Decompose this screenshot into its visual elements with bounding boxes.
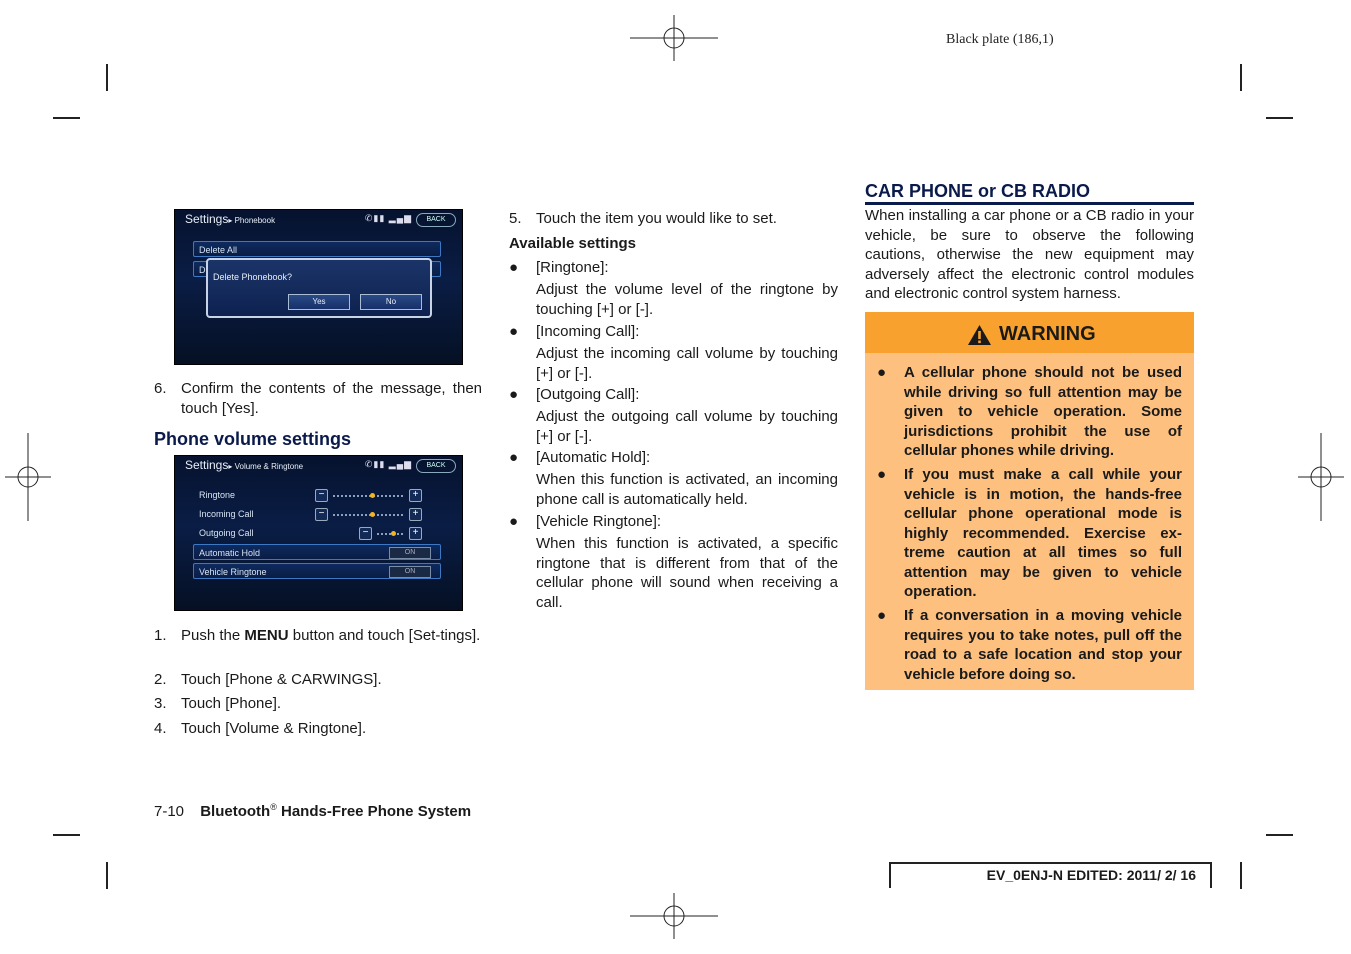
delete-all-row[interactable]: Delete All: [193, 241, 441, 257]
outgoing-call-label: Outgoing Call: [199, 528, 254, 538]
delete-dialog: [206, 258, 432, 318]
incoming-plus[interactable]: +: [409, 508, 422, 521]
warning-triangle-icon: [967, 324, 992, 346]
outgoing-level[interactable]: [391, 531, 396, 536]
car-phone-paragraph: When installing a car phone or a CB radio in your vehicle, be sure to observe the following cautions, otherwise the new equipment may adversely affect the electronic control modules and electronic control system harness.: [865, 207, 1194, 302]
incoming-call-label: Incoming Call: [199, 509, 254, 519]
outgoing-plus[interactable]: +: [409, 527, 422, 540]
setting-incoming-call: ● [Incoming Call]: Adjust the incoming call volume by touching [+] or [-].: [509, 323, 838, 382]
automatic-hold-row[interactable]: Automatic Hold: [193, 544, 441, 560]
warning-header: [865, 312, 1194, 353]
status-icons: ✆▮▮ ▂▄▆: [364, 459, 412, 469]
registration-mark-right: [1298, 433, 1344, 521]
setting-ringtone: ● [Ringtone]: Adjust the volume level of the ringtone by touching [+] or [-].: [509, 259, 838, 318]
edit-stamp: EV_0ENJ-N EDITED: 2011/ 2/ 16: [889, 862, 1212, 888]
warning-title: WARNING: [999, 323, 1096, 345]
status-icons: ✆▮▮ ▂▄▆: [364, 213, 412, 223]
setting-outgoing-call: ● [Outgoing Call]: Adjust the outgoing call volume by touching [+] or [-].: [509, 386, 838, 445]
page-footer: [154, 802, 471, 820]
plate-label: Black plate (186,1): [946, 32, 1054, 47]
back-button[interactable]: BACK: [416, 459, 456, 473]
ringtone-plus[interactable]: +: [409, 489, 422, 502]
outgoing-minus[interactable]: −: [359, 527, 372, 540]
registration-mark-left: [5, 433, 51, 521]
vehicle-ringtone-toggle[interactable]: ON: [389, 566, 431, 578]
setting-vehicle-ringtone: ● [Vehicle Ringtone]: When this function is activated, a specific ringtone that is different from that of the cellular phone will sound when receiving a call.: [509, 513, 838, 611]
registration-mark-top: [630, 15, 718, 61]
ringtone-label: Ringtone: [199, 490, 236, 500]
step-5: 5. Touch the item you would like to set.: [509, 210, 777, 227]
ringtone-level[interactable]: [370, 493, 375, 498]
screen-title: Settings▸ Phonebook: [185, 212, 276, 226]
page-number: 7-10: [154, 803, 185, 820]
phone-volume-heading: Phone volume settings: [154, 429, 352, 449]
step-3: 3. Touch [Phone].: [154, 695, 282, 712]
back-button[interactable]: BACK: [416, 213, 456, 227]
available-settings-heading: Available settings: [509, 235, 636, 252]
incoming-level[interactable]: [370, 512, 375, 517]
ringtone-minus[interactable]: −: [315, 489, 328, 502]
no-button[interactable]: No: [360, 294, 422, 310]
menu-button-label: MENU: [244, 627, 289, 644]
setting-automatic-hold: ● [Automatic Hold]: When this function is activated, an incoming phone call is automatically held.: [509, 449, 838, 508]
car-phone-heading: CAR PHONE or CB RADIO: [865, 181, 1091, 201]
section-title: Bluetooth® Hands-Free Phone System: [200, 802, 472, 820]
yes-button[interactable]: Yes: [288, 294, 350, 310]
step-1: 1. Push the MENU button and touch [Set-tings].: [154, 627, 481, 644]
warning-item: ● If you must make a call while your vehicle is in motion, the hands-free cellular phone operational mode is highly recommended. Exercise ex-treme caution at all times so full attention may be given to vehicle operation.: [877, 466, 1182, 600]
step-6: 6. Confirm the contents of the message, then touch [Yes].: [154, 380, 482, 417]
automatic-hold-toggle[interactable]: ON: [389, 547, 431, 559]
screen-title: Settings▸ Volume & Ringtone: [185, 458, 304, 472]
volume-ringtone-screenshot: [174, 455, 463, 611]
step-2: 2. Touch [Phone & CARWINGS].: [154, 671, 382, 688]
dialog-message: Delete Phonebook?: [213, 272, 293, 282]
phonebook-delete-screenshot: [174, 209, 463, 365]
registration-mark-bottom: [630, 893, 718, 939]
step-4: 4. Touch [Volume & Ringtone].: [154, 720, 367, 737]
warning-item: ● If a conversation in a moving vehicle requires you to take notes, pull off the road to a safe location and stop your vehicle before doing so.: [877, 607, 1182, 683]
warning-item: ● A cellular phone should not be used while driving so full attention may be given to vehicle operation. Some jurisdictions prohibit the use of cellular phones while driving.: [877, 364, 1182, 459]
vehicle-ringtone-row[interactable]: Vehicle Ringtone: [193, 563, 441, 579]
phonebook-row[interactable]: D: [193, 261, 441, 277]
incoming-minus[interactable]: −: [315, 508, 328, 521]
heading-rule: [865, 202, 1194, 205]
warning-box: [865, 312, 1194, 690]
